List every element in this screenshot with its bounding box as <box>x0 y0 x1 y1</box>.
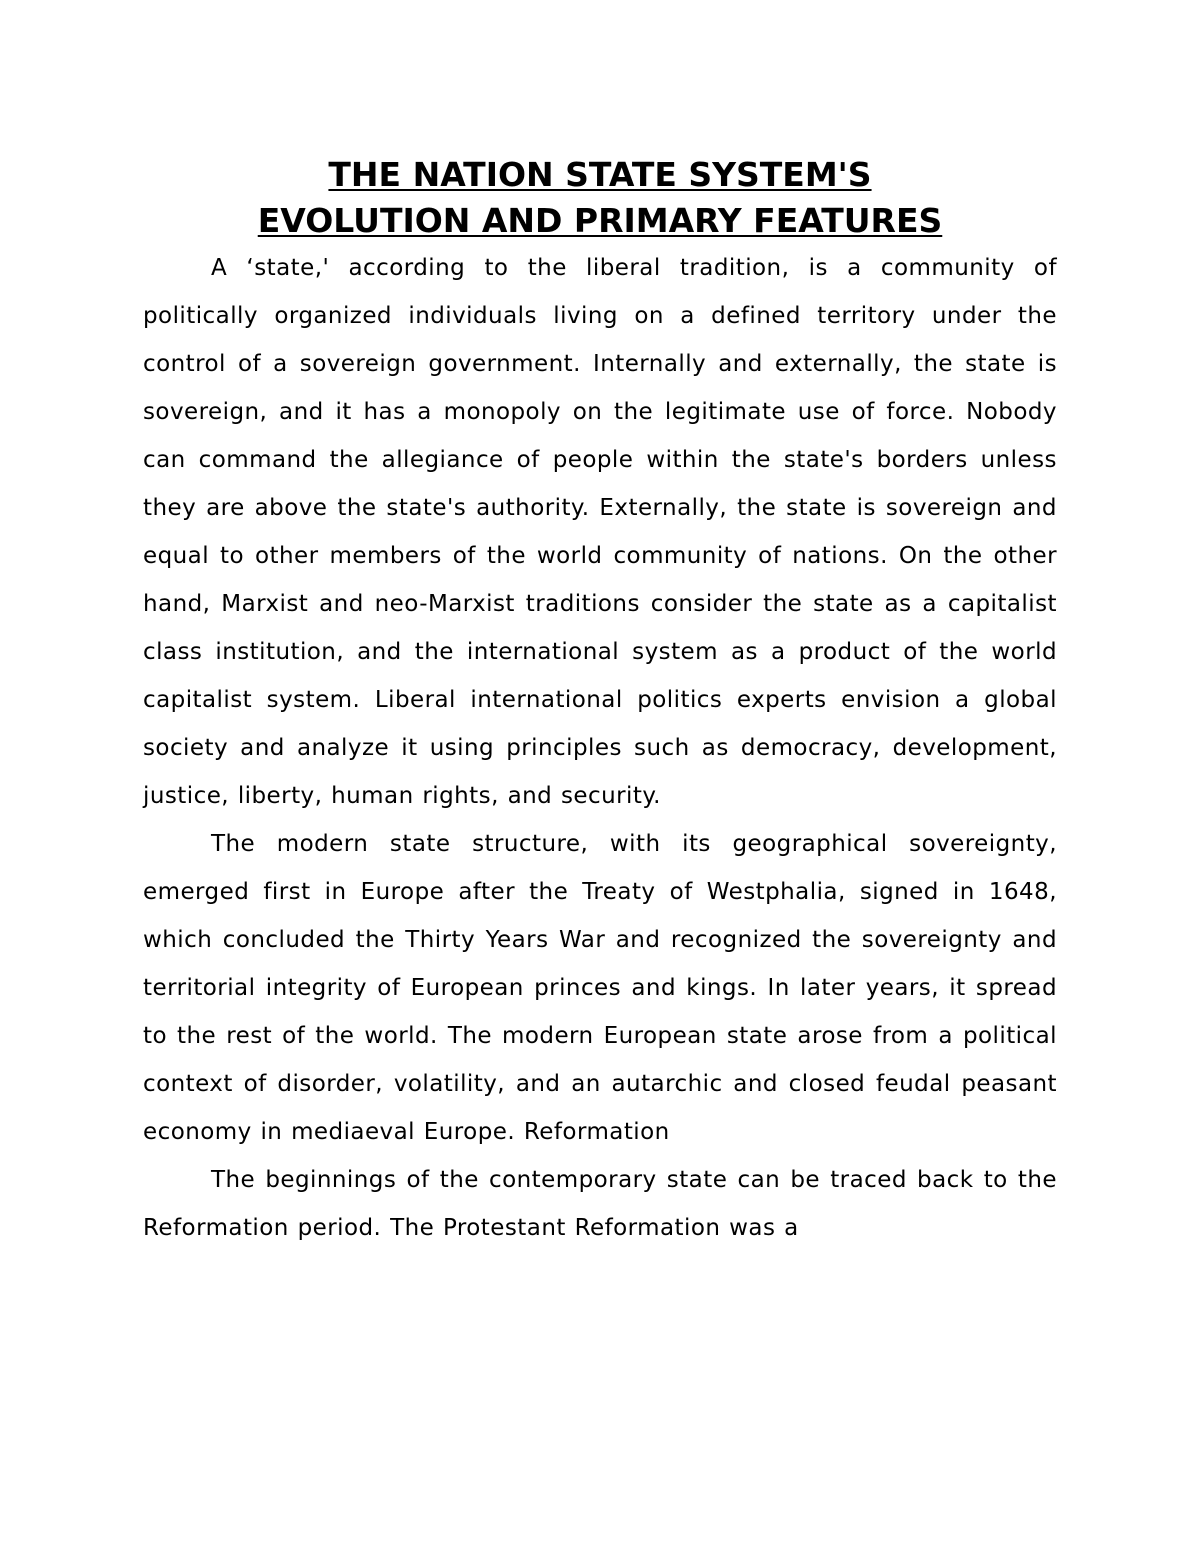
document-body <box>143 152 1057 1252</box>
paragraph-2: The modern state structure, with its geographical sovereignty, emerged first in Europe after the Treaty of Westphalia, signed in 1648, which concluded the Thirty Years War and recognized the sovereignty and territorial integrity of European princes and kings. In later years, it spread to the rest of the world. The modern European state arose from a political context of disorder, volatility, and an autarchic and closed feudal peasant economy in mediaeval Europe. Reformation <box>143 831 1057 1145</box>
title-line-1: THE NATION STATE SYSTEM'S <box>328 155 872 194</box>
title-line-2: EVOLUTION AND PRIMARY FEATURES <box>257 201 943 240</box>
paragraph-1: A ‘state,' according to the liberal tradition, is a community of politically organized individuals living on a defined territory under the control of a sovereign government. Internally and externally, the state is sovereign, and it has a monopoly on the legitimate use of force. Nobody can command the allegiance of people within the state's borders unless they are above the state's authority. Externally, the state is sovereign and equal to other members of the world community of nations. On the other hand, Marxist and neo-Marxist traditions consider the state as a capitalist class institution, and the international system as a product of the world capitalist system. Liberal international politics experts envision a global society and analyze it using principles such as democracy, development, justice, liberty, human rights, and security. <box>143 255 1057 809</box>
paragraph-3: The beginnings of the contemporary state can be traced back to the Reformation period. The Protestant Reformation was a <box>143 1167 1057 1241</box>
document-title <box>143 152 1057 244</box>
